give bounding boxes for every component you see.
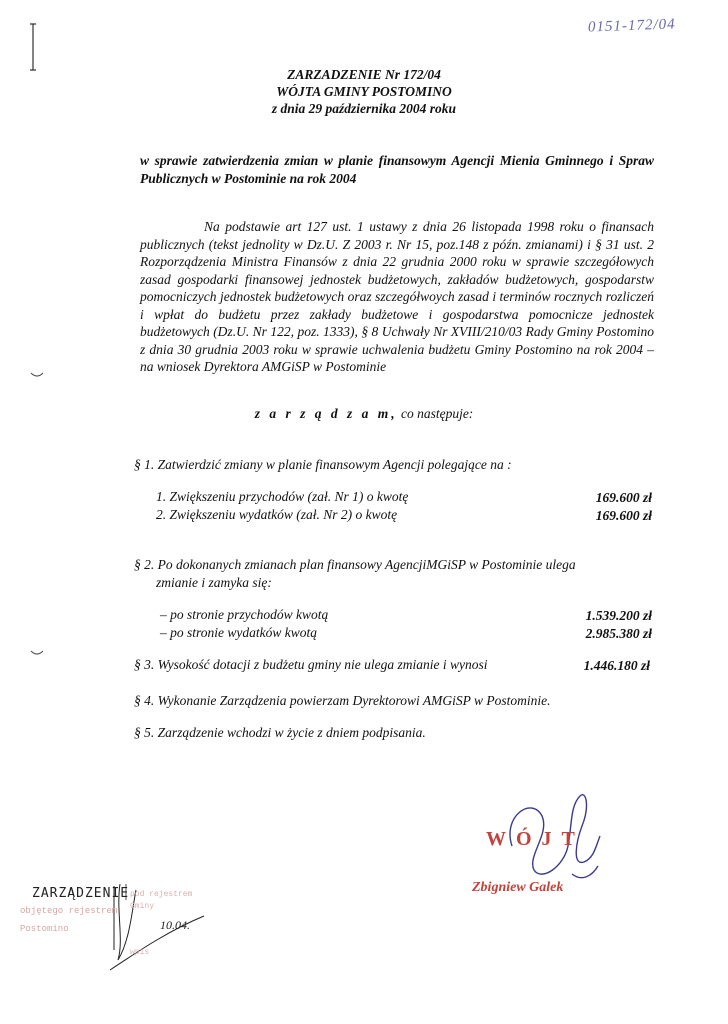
section-2-item-2-amount: 2.985.380 zł [585,626,652,641]
wojt-title: WÓJT [486,828,585,850]
wojt-signature [472,786,662,916]
registry-stamp-line-2: objętego rejestrem [20,906,118,916]
document-header [0,66,728,117]
section-1-item-2-amount: 169.600 zł [595,508,652,523]
punch-mark-lower [30,650,44,656]
document-title: ZARZADZENIE Nr 172/04 [287,67,441,82]
section-1-text: § 1. Zatwierdzić zmiany w planie finansowym Agencji polegające na : [134,457,512,472]
section-3-amount: 1.446.180 zł [583,658,650,673]
decree-word: z a r z ą d z a m, [254,406,398,421]
section-2-text-line-2: zmianie i zamyka się: [156,575,272,590]
section-5-text: § 5. Zarządzenie wchodzi w życie z dniem podpisania. [134,725,426,740]
punch-mark-upper [30,372,44,378]
section-3-text: § 3. Wysokość dotacji z budżetu gminy nie ulega zmianie i wynosi [134,657,488,672]
legal-basis-text: Na podstawie art 127 ust. 1 ustawy z dnia 26 listopada 1998 roku o finansach publicznych (tekst jednolity w Dz.U. Z 2003 r. Nr 15, poz.148 z późn. zmianami) i § 31 ust. 2 Rozporządzenia Ministra Finansów z dnia 22 grudnia 2000 roku w sprawie szczegółowych zasad gospodarki finansowej jednostek budżetowych, zakładów budżetowych, gospodarstw pomocniczych jednostek budżetowych oraz szczegółwoych zasad i terminów rocznych rozliczeń i wpłat do budżetu przez zakłady budżetowe i gospodarstwa pomocnicze jednostek budżetowych (Dz.U. Nr 122, poz. 1333), § 8 Uchwały Nr XVIII/210/03 Rady Gminy Postomino z dnia 30 grudnia 2003 roku w sprawie uchwalenia budżetu Gminy Postomino na rok 2004 – na wniosek Dyrektora AMGiSP w Postominie [140,219,654,374]
document-subject: w sprawie zatwierdzenia zmian w planie finansowym Agencji Mienia Gminnego i Spraw Publicznych w Postominie na rok 2004 [140,153,654,186]
section-2-item-2-label: – po stronie wydatków kwotą [160,625,317,640]
section-1-item-2-label: 2. Zwiększeniu wydatków (zał. Nr 2) o kwotę [156,507,398,522]
decree-rest: co następuje: [397,406,474,421]
margin-bracket-mark [26,22,40,72]
section-1-item-1-label: 1. Zwiększeniu przychodów (zał. Nr 1) o kwotę [156,489,409,504]
registry-stamp-date: 10.04. [160,918,190,932]
section-2-text-line-1: § 2. Po dokonanych zmianach plan finansowy AgencjiMGiSP w Postominie ulega [134,557,576,572]
registry-stamp-label: ZARZĄDZENIE [32,886,130,901]
wojt-stamp [472,786,662,916]
section-2-item-1-amount: 1.539.200 zł [585,608,652,623]
document-date: z dnia 29 października 2004 roku [271,101,457,116]
section-1-item-1-amount: 169.600 zł [595,490,652,505]
registry-stamp-side-2: Gminy [130,902,155,911]
registry-stamp-side-3: wpis [130,948,150,957]
registry-stamp [20,880,220,980]
section-2-item-1-label: – po stronie przychodów kwotą [160,607,329,622]
registry-stamp-side-1: pod rejestrem [130,890,193,899]
section-4-text: § 4. Wykonanie Zarządzenia powierzam Dyrektorowi AMGiSP w Postominie. [134,693,551,708]
reference-number: 0151-172/04 [587,16,676,36]
legal-basis [140,218,654,376]
document-issuer: WÓJTA GMINY POSTOMINO [276,84,452,99]
decree-line [0,406,728,422]
wojt-name: Zbigniew Galek [472,880,564,895]
registry-stamp-line-3: Postomino [20,924,69,934]
